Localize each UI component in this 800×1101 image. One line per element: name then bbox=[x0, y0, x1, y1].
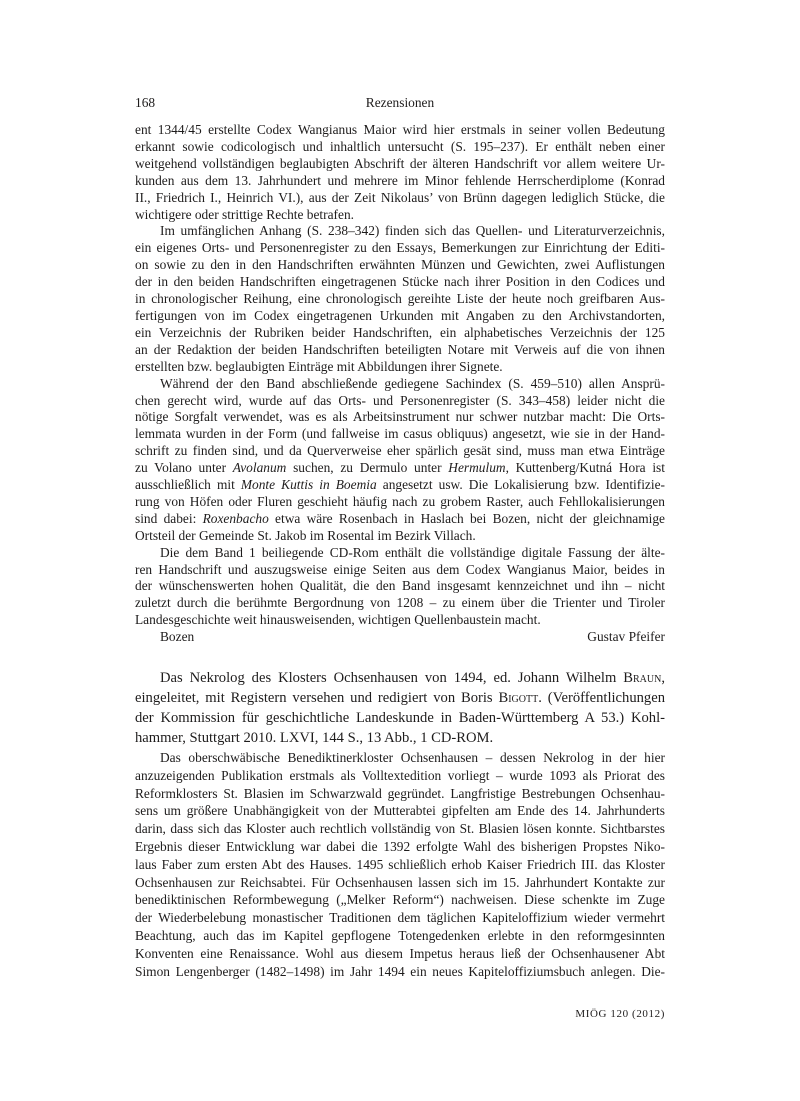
text-line: der in den beiden Handschriften eingetragenen Stücke nach ihrer Position in den Codices und bbox=[135, 274, 665, 290]
review-2 bbox=[135, 749, 665, 980]
page-number: 168 bbox=[135, 95, 156, 110]
text-line: der Kommission für geschichtliche Landeskunde in Baden-Württemberg A 53.) Kohl- bbox=[135, 710, 665, 726]
review-1 bbox=[135, 122, 665, 646]
signature-place: Bozen bbox=[160, 629, 195, 645]
text-line: Ochsenhausen zur Reichsabtei. Für Ochsenhausen lassen sich im 15. Jahrhundert Kontakte zur bbox=[135, 874, 665, 890]
text-line: Während der den Band abschließende gediegene Sachindex (S. 459–510) allen Ansprü- bbox=[160, 375, 665, 391]
text-line: II., Friedrich I., Heinrich VI.), aus der Zeit Nikolaus’ von Brünn dagegen lediglich Stücke, die bbox=[135, 189, 665, 205]
text-line: Konventen eine Renaissance. Wohl aus diesem Impetus heraus ließ der Ochsenhausener Abt bbox=[135, 945, 665, 961]
italic-run: Hermulum bbox=[448, 460, 506, 476]
text-line: chen gerecht wird, wurde auf das Orts- und Personenregister (S. 343–458) leider nicht die bbox=[135, 392, 665, 408]
text-line: ein Verzeichnis der Rubriken beider Handschriften, ein alphabetisches Verzeichnis der 125 bbox=[135, 324, 665, 340]
review-signature bbox=[135, 629, 665, 646]
text-line bbox=[135, 688, 665, 708]
text-line: darin, dass sich das Kloster auch rechtlich vollständig von St. Blasien lösen konnte. Sichtbarstes bbox=[135, 821, 665, 837]
text-line: Ergebnis dieser Entwicklung war dabei die 1392 erfolgte Wahl des bisherigen Propstes Niko- bbox=[135, 838, 665, 854]
text-line: fertigungen von im Codex eingetragenen Urkunden mit Angaben zu den Archivstandorten, bbox=[135, 307, 665, 323]
text-run: angesetzt usw. Die Lokalisierung bzw. Identifizie- bbox=[376, 477, 666, 493]
text-line bbox=[135, 460, 665, 477]
text-line: rung von Höfen oder Fluren geschieht häufig nach zu grobem Raster, auch Fehllokalisierungen bbox=[135, 493, 665, 509]
text-line: der wünschenswerten hohen Qualität, die den Band insgesamt kennzeichnet und ihn – nicht bbox=[135, 578, 665, 594]
text-line: anzuzeigenden Publikation erstmals als Volltextedition vorliegt – wurde 1093 als Priorat des bbox=[135, 767, 665, 783]
text-line: weitgehend vollständigen beglaubigten Abschrift der älteren Handschrift vor allem weitere Ur- bbox=[135, 155, 665, 171]
text-line: Simon Lengenberger (1482–1498) im Jahr 1494 ein neues Kapiteloffiziumsbuch anlegen. Die- bbox=[135, 963, 665, 979]
text-line: in chronologischer Reihung, eine chronologisch gereihte Liste der heute noch greifbaren Aus- bbox=[135, 291, 665, 307]
text-line: schrift zu finden sind, und da Querverweise eher spärlich gesät sind, muss man etwa Einträge bbox=[135, 443, 665, 459]
text-line: zuletzt durch die berühmte Bergordnung von 1208 – zu einem über die Trienter und Tiroler bbox=[135, 595, 665, 611]
italic-run: Roxenbacho bbox=[202, 510, 269, 526]
text-line bbox=[135, 511, 665, 528]
text-line bbox=[135, 668, 665, 688]
text-line: an der Redaktion der beiden Handschriften beteiligten Notare mit Verweis auf die von ihnen bbox=[135, 341, 665, 357]
text-line: erstellten bzw. beglaubigten Einträge mit Abbildungen ihrer Signete. bbox=[135, 358, 503, 374]
text-run: eingeleitet, mit Registern versehen und redigiert von Boris bbox=[135, 690, 499, 706]
text-line: Reformklosters St. Blasien im Schwarzwald gegründet. Langfristige Bestrebungen Ochsenhau- bbox=[135, 785, 665, 801]
text-line: ren Handschrift und auszugsweise einige Seiten aus dem Codex Wangianus Maior, beides in bbox=[135, 561, 665, 577]
text-line: nötige Sorgfalt verwendet, was es als Arbeitsinstrument nur schwer nutzbar macht: Die Orts- bbox=[135, 409, 665, 425]
running-title: Rezensionen bbox=[365, 95, 435, 110]
text-run: suchen, zu Dermulo unter bbox=[286, 460, 449, 476]
review-1-paragraph-3 bbox=[135, 376, 665, 545]
small-caps-run: Bigott bbox=[498, 690, 539, 706]
italic-run: Avolanum bbox=[232, 460, 287, 476]
text-run: , Kuttenberg/Kutná Hora ist bbox=[505, 460, 665, 476]
text-run: ausschließlich mit bbox=[135, 477, 241, 493]
text-run: zu Volano unter bbox=[135, 460, 233, 476]
text-line: Ortsteil der Gemeinde St. Jakob im Rosental im Bezirk Villach. bbox=[135, 527, 476, 543]
signature-author: Gustav Pfeifer bbox=[587, 629, 665, 645]
text-line: sens um größere Unabhängigkeit von der Mutterabtei gipfelten am Ende des 14. Jahrhunderts bbox=[135, 803, 665, 819]
text-line: hammer, Stuttgart 2010. LXVI, 144 S., 13 Abb., 1 CD-ROM. bbox=[135, 730, 494, 746]
text-line: der Wiederbelebung monastischer Traditionen dem täglichen Kapiteloffizium wieder vermehrt bbox=[135, 910, 665, 926]
text-line: kunden aus dem 13. Jahrhundert und mehrere im Minor fehlende Herrscherdiplome (Konrad bbox=[135, 172, 665, 188]
text-run: sind dabei: bbox=[135, 510, 203, 526]
text-line: ein eigenes Orts- und Personenregister zu den Essays, Bemerkungen zur Einrichtung der Editi- bbox=[135, 240, 665, 256]
review-1-paragraph-2 bbox=[135, 223, 665, 375]
text-line: Beachtung, auch das im Kapitel gepflogene Totengedenken erlebte in den reformgesinnten bbox=[135, 927, 665, 943]
text-line: erkannt sowie codicologisch und inhaltlich untersucht (S. 195–237). Er enthält neben einer bbox=[135, 138, 665, 154]
italic-run: Monte Kuttis in Boemia bbox=[240, 477, 377, 493]
running-head bbox=[135, 94, 665, 112]
text-line: wichtigere oder strittige Rechte betrafen. bbox=[135, 206, 354, 222]
text-line: lemmata wurden in der Form (und fallweise im casus obliquus) angesetzt, wie sie in der Hand- bbox=[135, 426, 665, 442]
small-caps-run: Braun bbox=[623, 670, 662, 686]
text-line: benediktinischen Reformbewegung („Melker Reform“) nachweisen. Diese schenkte im Zuge bbox=[135, 892, 665, 908]
review-1-paragraph-4 bbox=[135, 545, 665, 630]
text-line: Die dem Band 1 beiliegende CD-Rom enthält die vollständige digitale Fassung der älte- bbox=[160, 544, 665, 560]
text-line: ent 1344/45 erstellte Codex Wangianus Maior wird hier erstmals in seiner vollen Bedeutung bbox=[135, 122, 665, 137]
review-1-paragraph-1 bbox=[135, 122, 665, 223]
text-run: . (Veröffentlichungen bbox=[538, 690, 665, 706]
review-2-citation bbox=[135, 668, 665, 748]
text-run: Das Nekrolog des Klosters Ochsenhausen von 1494, ed. Johann Wilhelm bbox=[160, 670, 624, 686]
text-line: Das oberschwäbische Benediktinerkloster Ochsenhausen – dessen Nekrolog in der hier bbox=[160, 750, 665, 765]
text-line bbox=[135, 477, 665, 494]
review-2-paragraph-1 bbox=[135, 749, 665, 980]
text-run: , bbox=[661, 670, 665, 686]
journal-footer: MIÖG 120 (2012) bbox=[575, 1008, 665, 1020]
text-line: Landesgeschichte weit hinausweisenden, wichtigen Quellenbaustein macht. bbox=[135, 612, 541, 628]
text-line: Im umfänglichen Anhang (S. 238–342) finden sich das Quellen- und Literaturverzeichnis, bbox=[160, 223, 665, 239]
text-line: on sowie zu den in den Handschriften erwähnten Münzen und Gewichten, zwei Auflistungen bbox=[135, 257, 665, 273]
text-run: etwa wäre Rosenbach in Haslach bei Bozen, nicht der gleichnamige bbox=[268, 510, 665, 526]
text-line: laus Faber zum ersten Abt des Hauses. 1495 schließlich erhob Kaiser Friedrich III. das Kloster bbox=[135, 856, 665, 872]
